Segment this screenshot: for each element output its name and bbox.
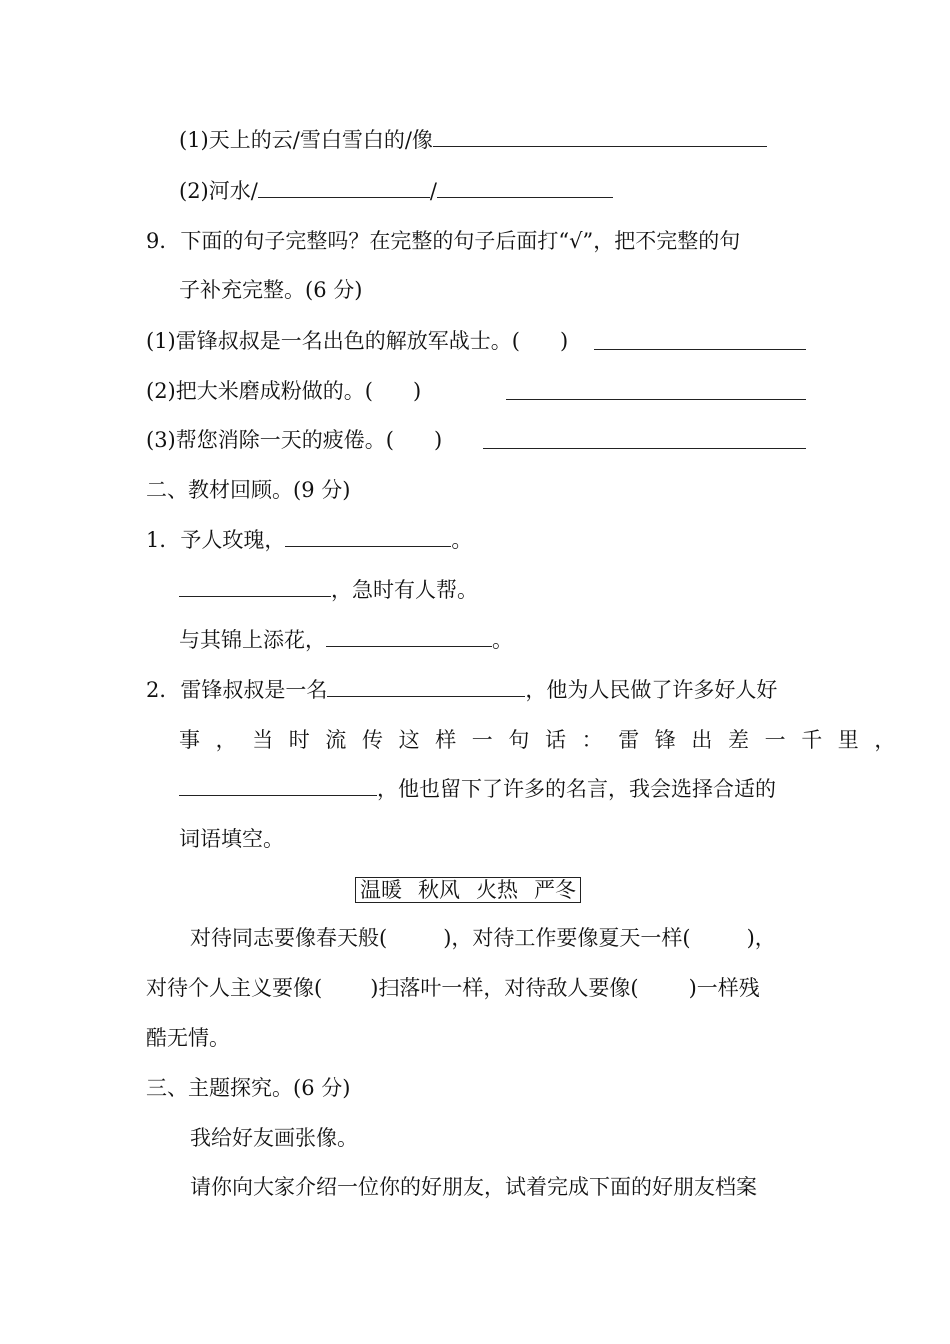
s2-q1-line-3 (179, 626, 513, 654)
s2-q2-blank-2[interactable] (179, 775, 377, 796)
s2-fill-1-c: )， (746, 926, 776, 950)
q8-item-2-blank-1[interactable] (258, 177, 430, 198)
s2-q2-blank-1[interactable] (327, 676, 525, 697)
q8-item-1-blank[interactable] (433, 126, 767, 147)
q8-item-1 (179, 126, 767, 154)
q9-item-1-blank[interactable] (594, 329, 806, 350)
s2-fill-2-c: )一样残 (688, 976, 760, 1000)
q9-item-3-text: (3)帮您消除一天的疲倦。( (146, 428, 394, 452)
s2-q2-line-4: 词语填空。 (179, 827, 284, 851)
q9-title-line-1: 9．下面的句子完整吗？在完整的句子后面打“√”，把不完整的句 (146, 229, 741, 253)
s2-fill-line-3: 酷无情。 (146, 1026, 230, 1050)
word-option-2: 秋风 (418, 878, 460, 902)
s2-q2-line-1-text: 2．雷锋叔叔是一名 (146, 678, 328, 702)
s3-line-2: 请你向大家介绍一位你的好朋友，试着完成下面的好朋友档案 (190, 1175, 757, 1199)
s2-fill-line-1 (190, 924, 776, 952)
s2-q2-line-3 (179, 775, 776, 803)
s2-fill-2-b: )扫落叶一样，对待敌人要像( (370, 976, 639, 1000)
q9-item-2 (146, 377, 806, 405)
q9-item-1-text: (1)雷锋叔叔是一名出色的解放军战士。( (146, 329, 520, 353)
word-bank (355, 876, 581, 904)
section-3-heading: 三、主题探究。(6 分) (146, 1076, 351, 1100)
q9-item-3-blank[interactable] (483, 428, 806, 449)
q9-item-3 (146, 426, 806, 454)
q9-item-1 (146, 327, 806, 355)
s2-q1-blank-2[interactable] (179, 576, 331, 597)
q9-item-2-close: ) (412, 379, 422, 403)
s2-q2-line-3-text: ，他也留下了许多的名言，我会选择合适的 (377, 777, 776, 801)
q9-item-2-blank[interactable] (506, 379, 806, 400)
word-bank-box (355, 877, 581, 903)
word-option-1: 温暖 (360, 878, 402, 902)
s2-q1-line-1-text: 1．予人玫瑰， (146, 528, 286, 552)
s2-fill-line-2 (146, 974, 760, 1002)
s2-q1-blank-3[interactable] (326, 626, 492, 647)
word-option-3: 火热 (476, 878, 518, 902)
s2-q1-line-3-end: 。 (492, 628, 513, 652)
q9-item-3-close: ) (433, 428, 443, 452)
word-option-4: 严冬 (534, 878, 576, 902)
s3-line-1: 我给好友画张像。 (190, 1126, 358, 1150)
section-2-heading: 二、教材回顾。(9 分) (146, 478, 351, 502)
s2-q1-line-2-text: ，急时有人帮。 (331, 578, 478, 602)
s2-q1-line-1 (146, 526, 472, 554)
q8-item-2-slash: / (429, 179, 437, 203)
s2-q2-line-1-rest: ，他为人民做了许多好人好 (525, 678, 778, 702)
s2-fill-2-a: 对待个人主义要像( (146, 976, 323, 1000)
s2-q2-line-1 (146, 676, 777, 704)
q8-item-2-prefix: (2)河水/ (179, 179, 258, 203)
q8-item-1-text: (1)天上的云/雪白雪白的/像 (179, 128, 433, 152)
s2-q1-line-3-text: 与其锦上添花， (179, 628, 326, 652)
s2-q1-blank-1[interactable] (285, 526, 451, 547)
s2-fill-1-b: )，对待工作要像夏天一样( (443, 926, 691, 950)
q8-item-2-blank-2[interactable] (437, 177, 613, 198)
s2-fill-1-a: 对待同志要像春天般( (190, 926, 388, 950)
s2-q1-line-1-end: 。 (451, 528, 473, 552)
s2-q1-line-2 (179, 576, 478, 604)
q9-item-2-text: (2)把大米磨成粉做的。( (146, 379, 373, 403)
q9-title-line-2: 子补充完整。(6 分) (179, 278, 363, 302)
q9-item-1-close: ) (559, 329, 569, 353)
s2-q2-line-2: 事，当时流传这样一句话：雷锋出差一千里， (179, 728, 911, 752)
q8-item-2 (179, 177, 613, 205)
